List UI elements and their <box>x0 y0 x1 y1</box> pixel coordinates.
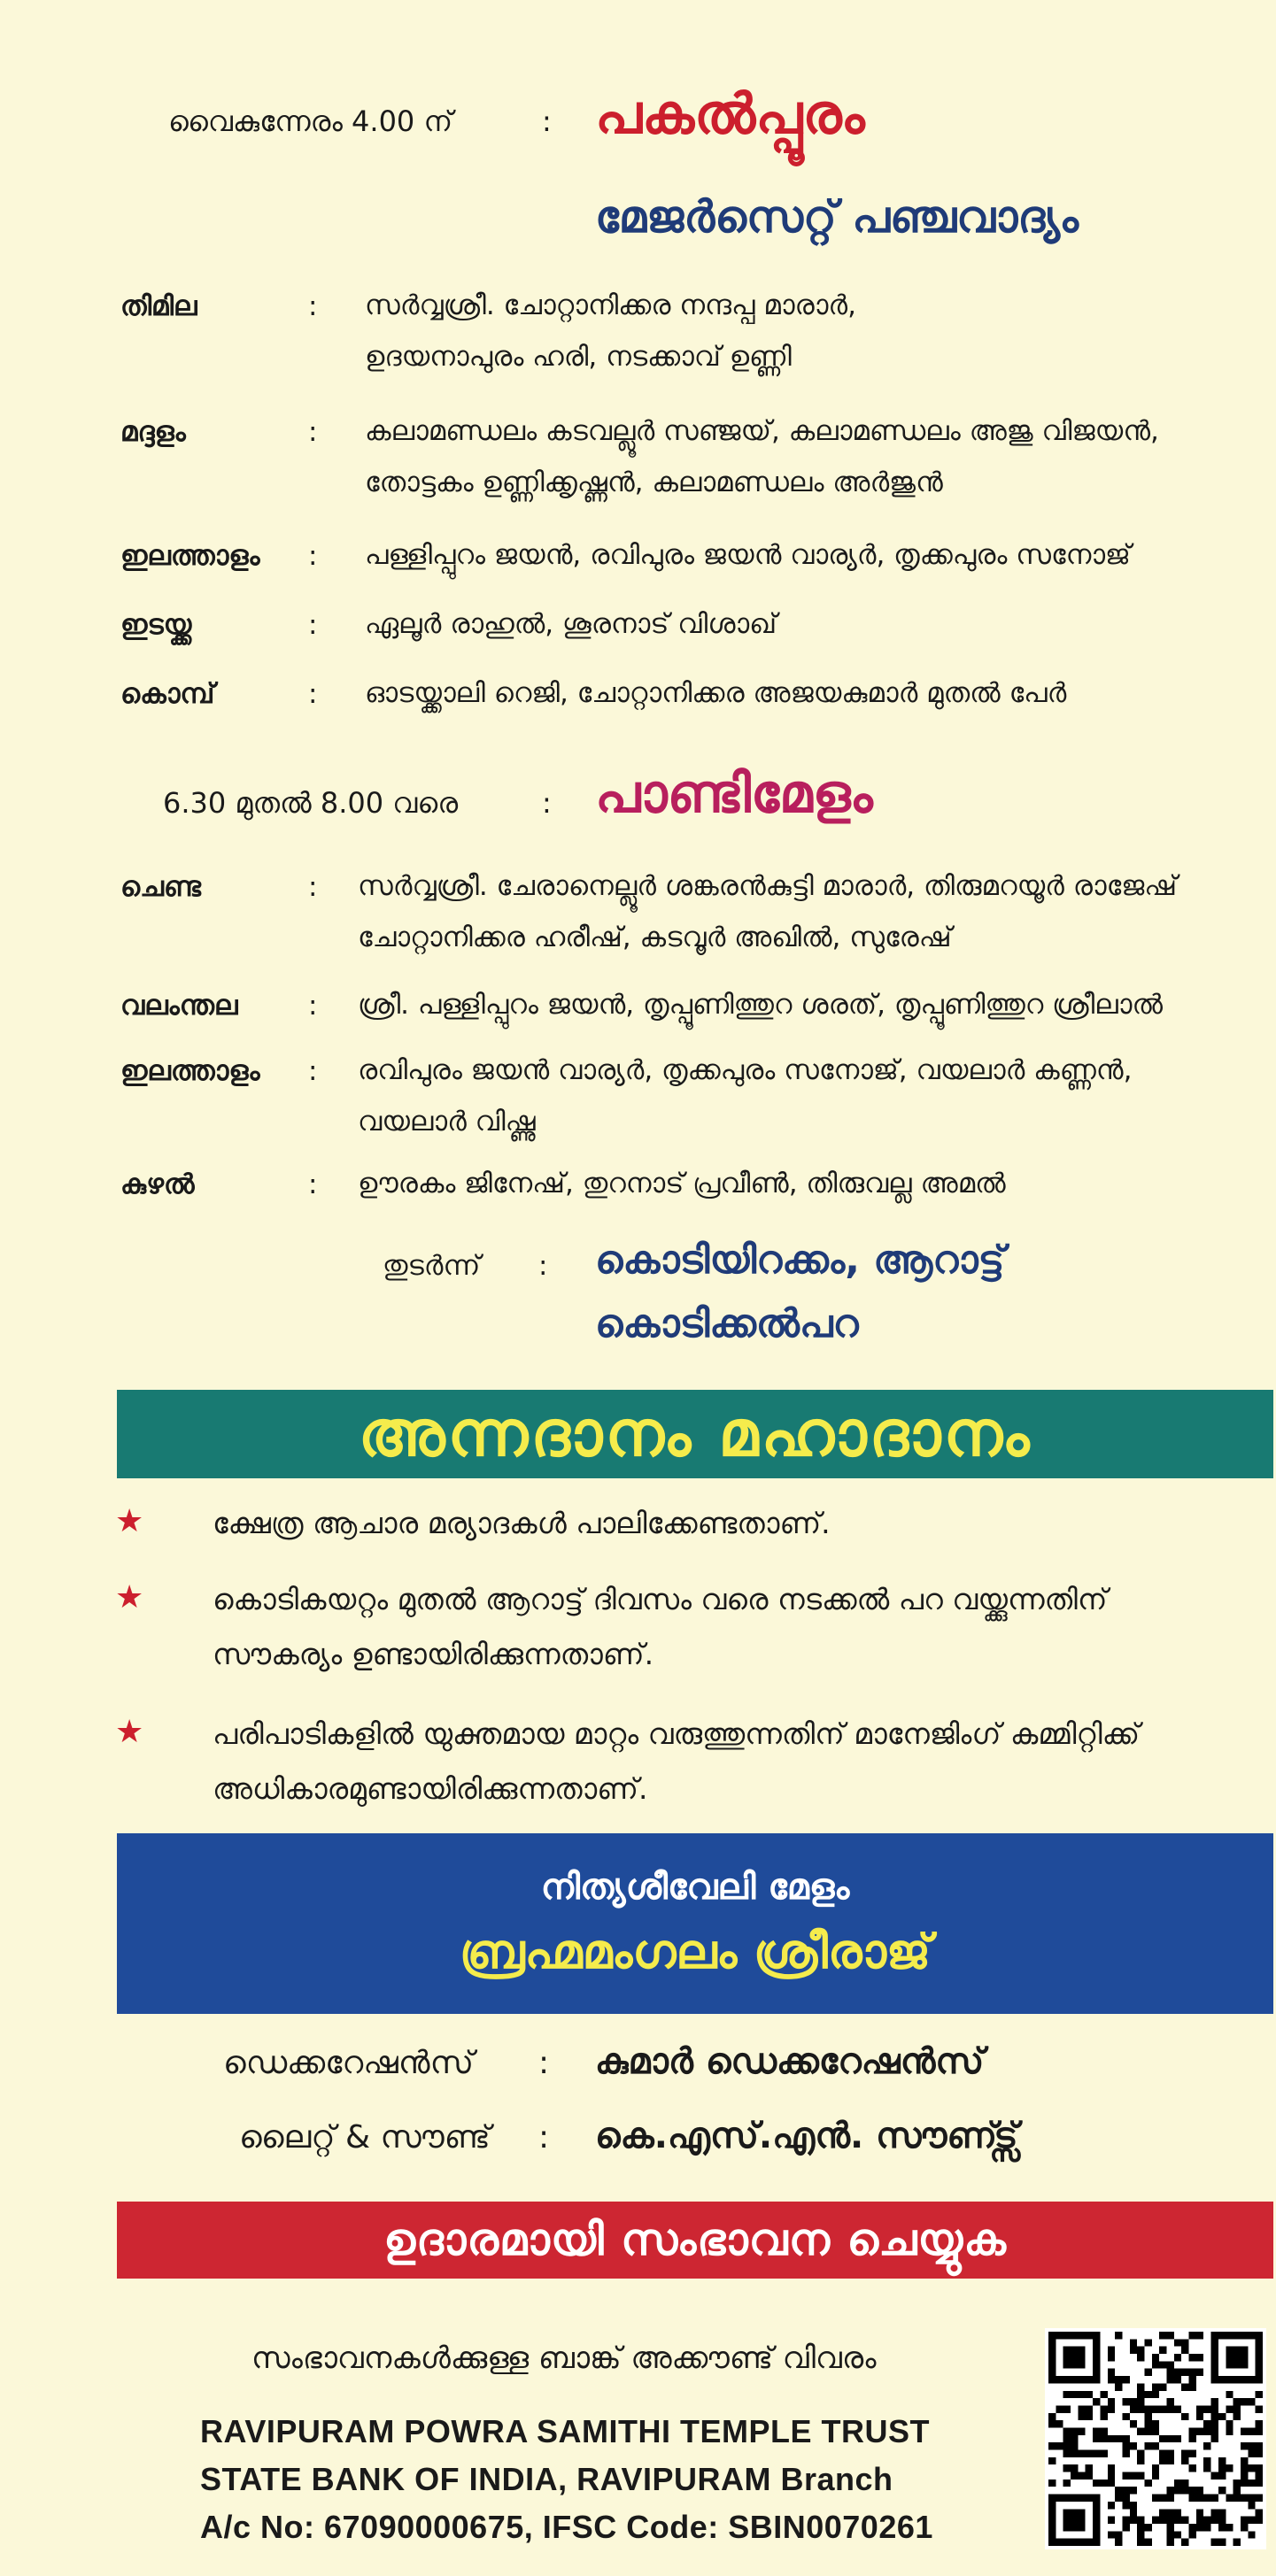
followed-label: തുടർന്ന് <box>383 1250 481 1282</box>
row-label: ഇലത്താളം <box>120 540 260 572</box>
bank-heading: സംഭാവനകൾക്കുള്ള ബാങ്ക് അക്കൗണ്ട് വിവരം <box>251 2341 877 2376</box>
row-value <box>358 1158 1006 1209</box>
row-label: വലംന്തല <box>120 990 238 1022</box>
row-value-line: പള്ളിപ്പുറം ജയൻ, രവിപുരം ജയൻ വാര്യർ, തൃക്കപുരം സനോജ് <box>365 539 1131 571</box>
row-value-line: രവിപുരം ജയൻ വാര്യർ, തൃക്കപുരം സനോജ്, വയലാർ കണ്ണൻ, <box>358 1054 1133 1086</box>
credit-label: ഡെക്കറേഷൻസ് <box>223 2045 474 2081</box>
star-icon: ★ <box>115 1579 144 1616</box>
row-label: കൊമ്പ് <box>120 678 215 710</box>
credit-value: കുമാർ ഡെക്കറേഷൻസ് <box>595 2041 985 2082</box>
section2-colon: : <box>542 786 552 820</box>
nithya-heading: നിത്യശീവേലി മേളം <box>540 1867 850 1908</box>
row-value <box>365 667 1066 719</box>
credit-label: ലൈറ്റ് & സൗണ്ട് <box>239 2119 491 2156</box>
row-colon: : <box>308 540 318 572</box>
qr-code-icon <box>1045 2328 1266 2549</box>
row-value-line: ഏലൂർ രാഹുൽ, ശൂരനാട് വിശാഖ് <box>365 608 777 640</box>
annadanam-text: അന്നദാനം മഹാദാനം <box>358 1396 1032 1470</box>
row-colon: : <box>308 609 318 641</box>
note-item <box>213 1496 831 1551</box>
note-line: അധികാരമുണ്ടായിരിക്കുന്നതാണ്. <box>213 1771 648 1806</box>
note-line: കൊടികയറ്റം മുതൽ ആറാട്ട് ദിവസം വരെ നടക്കൽ പറ വയ്ക്കുന്നതിന് <box>213 1582 1108 1616</box>
nithya-artist: ബ്രഹ്മമംഗലം ശ്രീരാജ് <box>459 1924 932 1979</box>
row-label: മദ്ദളം <box>120 416 186 448</box>
section1-subtitle: മേജർസെറ്റ് പഞ്ചവാദ്യം <box>595 191 1079 243</box>
section1-colon: : <box>542 104 552 138</box>
row-label: ഇടയ്ക്ക <box>120 609 192 641</box>
row-value-line: ഉദയനാപുരം ഹരി, നടക്കാവ് ഉണ്ണി <box>365 341 792 373</box>
row-value-line: സർവ്വശ്രീ. ചേരാനെല്ലൂർ ശങ്കരൻകുട്ടി മാരാർ, തിരുമറയൂർ രാജേഷ് <box>358 870 1178 902</box>
row-value-line: ചോറ്റാനിക്കര ഹരീഷ്, കടവൂർ അഖിൽ, സുരേഷ് <box>358 922 952 953</box>
donate-text: ഉദാരമായി സംഭാവന ചെയ്യുക <box>383 2214 1007 2265</box>
section1-time: വൈകുന്നേരം 4.00 ന് <box>168 104 453 138</box>
row-value <box>365 405 1159 508</box>
star-icon: ★ <box>115 1503 144 1539</box>
note-item <box>213 1707 1140 1816</box>
section1-title: പകൽപ്പൂരം <box>595 81 865 146</box>
row-value-line: വയലാർ വിഷ്ണു <box>358 1106 536 1138</box>
row-value-line: ശ്രീ. പള്ളിപ്പുറം ജയൻ, തൃപ്പൂണിത്തുറ ശരത്, തൃപ്പൂണിത്തുറ ശ്രീലാൽ <box>358 989 1164 1021</box>
credit-colon: : <box>538 2045 550 2081</box>
row-value-line: ഊരകം ജിനേഷ്, തുറനാട് പ്രവീൺ, തിരുവല്ല അമൽ <box>358 1168 1006 1199</box>
followed-title-2: കൊടിക്കൽപറ <box>595 1301 859 1346</box>
row-label: കുഴൽ <box>120 1168 195 1200</box>
donate-banner <box>117 2202 1273 2279</box>
row-value <box>358 1045 1132 1147</box>
followed-title-1: കൊടിയിറക്കം, ആറാട്ട് <box>595 1238 1005 1283</box>
row-value-line: സർവ്വശ്രീ. ചോറ്റാനിക്കര നന്ദപ്പ മാരാർ, <box>365 289 856 321</box>
note-line: ക്ഷേത്ര ആചാര മര്യാദകൾ പാലിക്കേണ്ടതാണ്. <box>213 1506 831 1540</box>
row-colon: : <box>308 871 318 903</box>
row-label: തിമില <box>120 290 197 322</box>
row-label: ചെണ്ട <box>120 871 201 903</box>
row-colon: : <box>308 678 318 710</box>
row-value-line: കലാമണ്ഡലം കടവല്ലൂർ സഞ്ജയ്, കലാമണ്ഡലം അജു വിജയൻ, <box>365 415 1159 447</box>
followed-colon: : <box>538 1250 548 1282</box>
note-line: പരിപാടികളിൽ യുക്തമായ മാറ്റം വരുത്തുന്നതിന് മാനേജിംഗ് കമ്മിറ്റിക്ക് <box>213 1716 1141 1751</box>
credit-colon: : <box>538 2119 550 2156</box>
row-colon: : <box>308 416 318 448</box>
row-colon: : <box>308 1168 318 1200</box>
bank-trust-name: RAVIPURAM POWRA SAMITHI TEMPLE TRUST <box>200 2413 930 2449</box>
bank-branch: STATE BANK OF INDIA, RAVIPURAM Branch <box>200 2461 893 2497</box>
row-colon: : <box>308 290 318 322</box>
row-value <box>365 598 777 650</box>
qr-code-graphic <box>1048 2332 1263 2546</box>
credit-value: കെ.എസ്.എൻ. സൗണ്ട്സ് <box>595 2116 1018 2156</box>
nithya-banner <box>117 1833 1273 2014</box>
row-value <box>358 979 1163 1030</box>
note-item <box>213 1572 1108 1682</box>
row-colon: : <box>308 990 318 1022</box>
section2-title: പാണ്ടിമേളം <box>595 763 873 825</box>
row-value <box>365 280 856 382</box>
row-value <box>365 529 1131 581</box>
row-colon: : <box>308 1055 318 1087</box>
star-icon: ★ <box>115 1714 144 1750</box>
row-label: ഇലത്താളം <box>120 1055 260 1087</box>
bank-account: A/c No: 67090000675, IFSC Code: SBIN0070261 <box>200 2509 933 2545</box>
note-line: സൗകര്യം ഉണ്ടായിരിക്കുന്നതാണ്. <box>213 1637 654 1671</box>
row-value-line: തോട്ടകം ഉണ്ണിക്കൃഷ്ണൻ, കലാമണ്ഡലം അർജുൻ <box>365 467 943 498</box>
section2-time: 6.30 മുതൽ 8.00 വരെ <box>163 786 459 820</box>
annadanam-banner <box>117 1390 1273 1478</box>
row-value-line: ഓടയ്ക്കാലി റെജി, ചോറ്റാനിക്കര അജയകുമാർ മുതൽ പേർ <box>365 677 1067 709</box>
row-value <box>358 860 1177 963</box>
